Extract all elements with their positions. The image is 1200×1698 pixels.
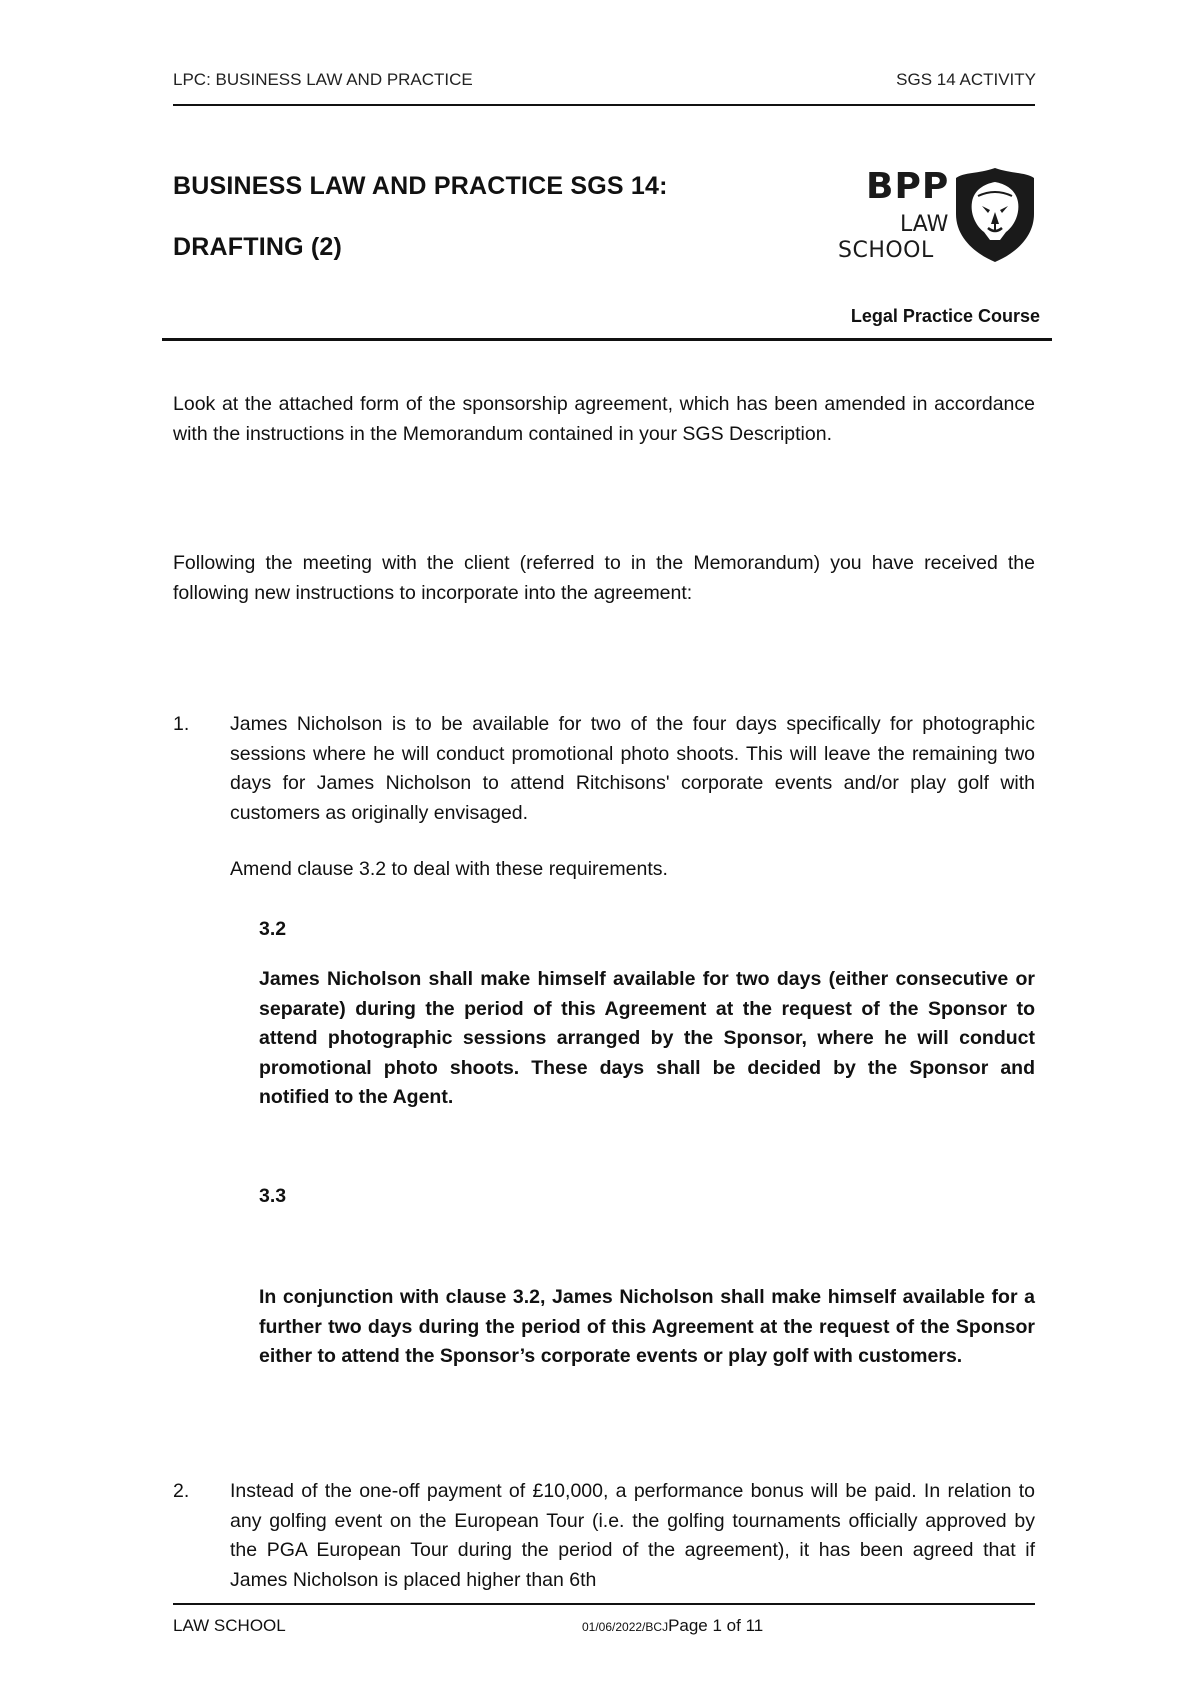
- running-header-right: SGS 14 ACTIVITY: [896, 70, 1036, 89]
- clause-3-3-text: In conjunction with clause 3.2, James Nicholson shall make himself available for a further two days during the period of this Agreement at the request of the Sponsor either to attend the Sponsor’s corporate events or play golf with customers.: [259, 1286, 1035, 1367]
- page-number: Page 1 of 11: [668, 1616, 764, 1635]
- clause-3-3-number: 3.3: [259, 1185, 287, 1207]
- footer-rule: [173, 1603, 1035, 1605]
- lion-shield-icon: [954, 166, 1036, 264]
- document-title: BUSINESS LAW AND PRACTICE SGS 14:: [173, 172, 668, 200]
- logo-text-law: LAW: [900, 212, 949, 237]
- footer-left: LAW SCHOOL: [173, 1616, 286, 1635]
- item-1-text: James Nicholson is to be available for two of the four days specifically for photographic sessions where he will conduct promotional photo shoots. This will leave the remaining two days for James Nicholson to attend Ritchisons' corporate events and/or play golf with customers as originally envisaged.: [230, 713, 1035, 824]
- logo-text-school: SCHOOL: [838, 238, 934, 263]
- running-header-left: LPC: BUSINESS LAW AND PRACTICE: [173, 70, 473, 89]
- course-label: Legal Practice Course: [850, 306, 1040, 326]
- item-1-instruction: Amend clause 3.2 to deal with these requirements.: [230, 858, 668, 880]
- clause-3-2-number: 3.2: [259, 918, 287, 940]
- item-1-number: 1.: [173, 713, 190, 735]
- item-2-number: 2.: [173, 1480, 190, 1502]
- title-rule: [162, 338, 1052, 341]
- item-2-text: Instead of the one-off payment of £10,000, a performance bonus will be paid. In relation to any golfing event on the European Tour (i.e. the golfing tournaments officially approved by the PGA European Tour during the period of the agreement), it has been agreed that if James Nicholson is placed higher than 6th: [230, 1480, 1035, 1591]
- header-rule: [173, 104, 1035, 106]
- intro-paragraph-1: Look at the attached form of the sponsorship agreement, which has been amended in accordance with the instructions in the Memorandum contained in your SGS Description.: [173, 393, 1035, 445]
- clause-3-2-text: James Nicholson shall make himself available for two days (either consecutive or separate) during the period of this Agreement at the request of the Sponsor to attend photographic sessions arranged by the Sponsor, where he will conduct promotional photo shoots. These days shall be decided by the Sponsor and notified to the Agent.: [259, 968, 1035, 1108]
- footer-reference: 01/06/2022/BCJ: [582, 1620, 669, 1634]
- logo-text-bpp: BPP: [866, 166, 950, 207]
- bpp-law-school-logo: [838, 166, 1038, 266]
- document-subtitle: DRAFTING (2): [173, 233, 343, 261]
- intro-paragraph-2: Following the meeting with the client (referred to in the Memorandum) you have received the following new instructions to incorporate into the agreement:: [173, 552, 1035, 604]
- footer-page-info: [582, 1616, 763, 1636]
